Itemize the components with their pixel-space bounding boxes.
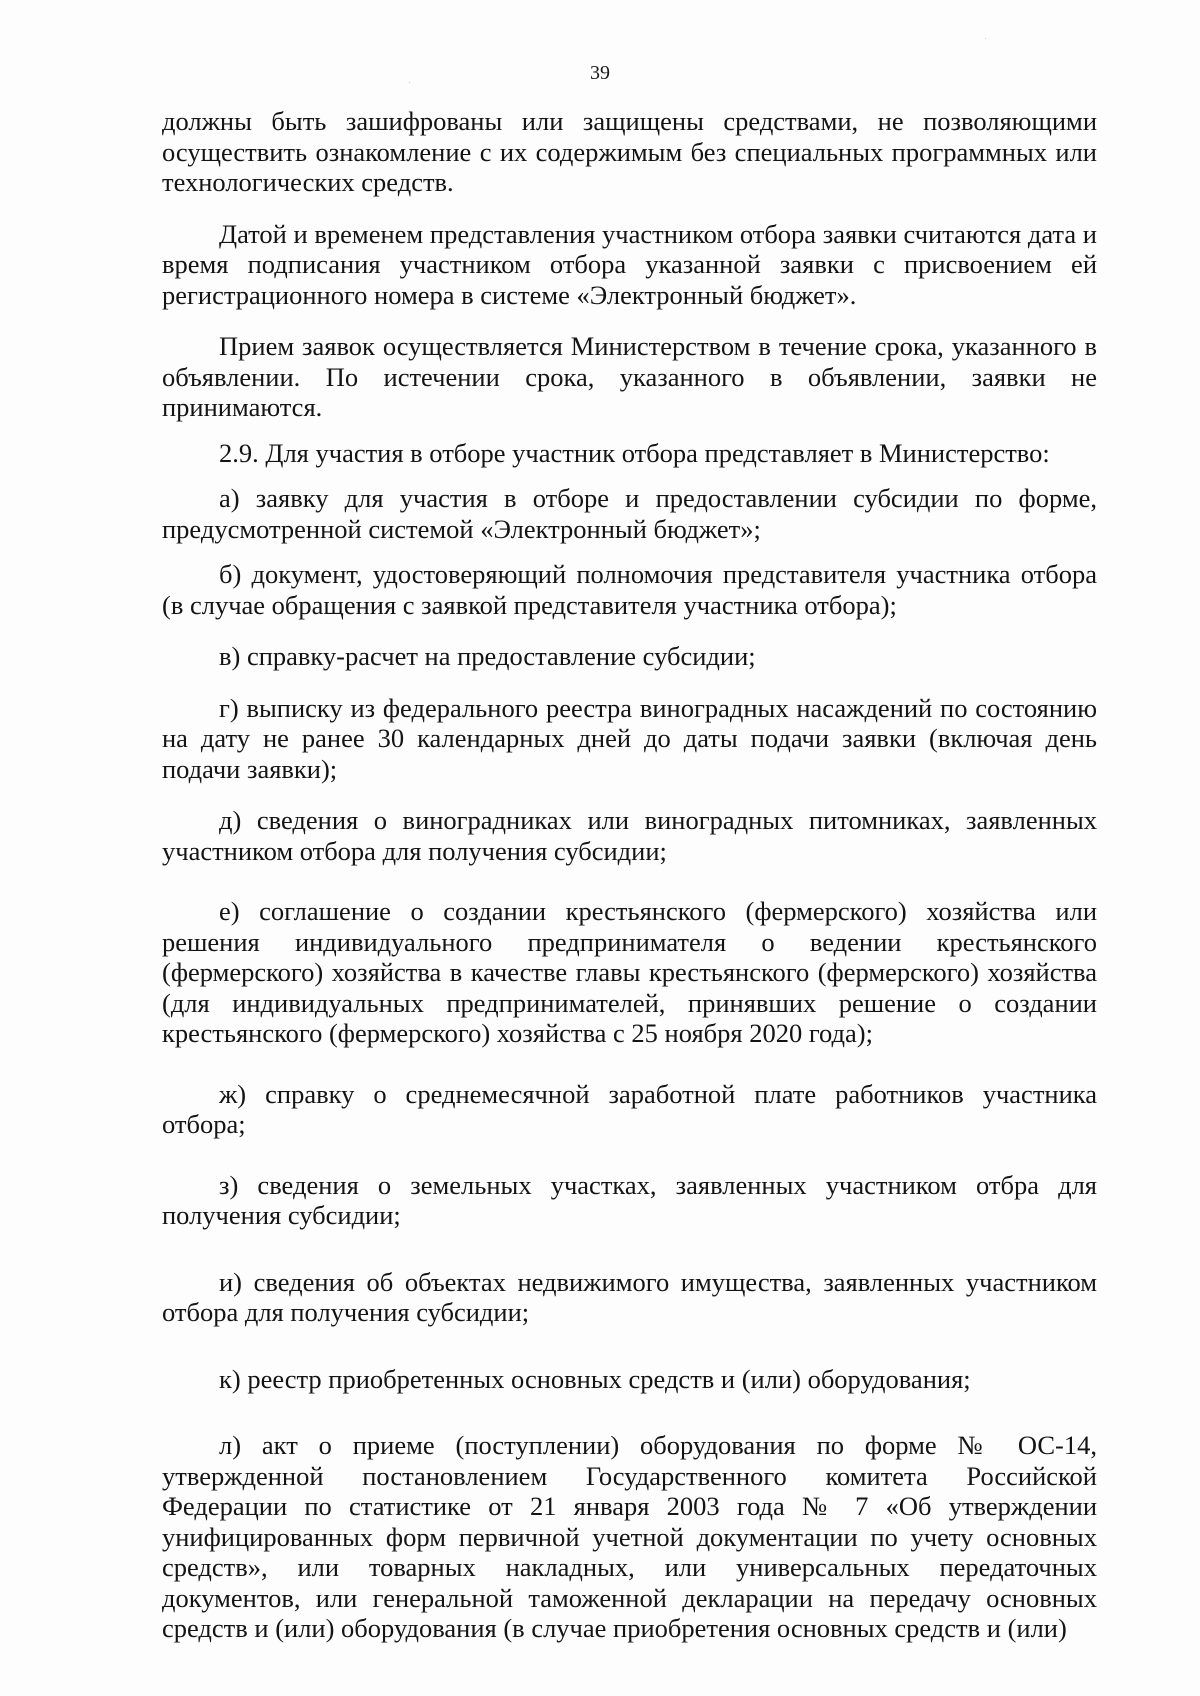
document-body (162, 106, 1097, 1644)
list-item-e: е) соглашение о создании крестьянского (фермерского) хозяйства или решения индивидуального предпринимателя о ведении крестьянского (фермерского) хозяйства в качестве главы крестьянского (фермерского) хозяйства (для индивидуальных предпринимателей, принявших решение о создании крестьянского (фермерского) хозяйства с 25 ноября 2020 года); (162, 896, 1097, 1048)
list-item-b: б) документ, удостоверяющий полномочия представителя участника отбора (в случае обращения с заявкой представителя участника отбора); (162, 559, 1097, 620)
list-item-v: в) справку-расчет на предоставление субсидии; (219, 641, 756, 671)
list-item-i: и) сведения об объектах недвижимого имущества, заявленных участником отбора для получения субсидии; (162, 1266, 1097, 1327)
scan-speck (409, 82, 410, 83)
paragraph-acceptance-period: Прием заявок осуществляется Министерством в течение срока, указанного в объявлении. По истечении срока, указанного в объявлении, заявки не принимаются. (162, 331, 1097, 422)
list-item-k: к) реестр приобретенных основных средств и (или) оборудования; (219, 1363, 971, 1394)
list-item-z: з) сведения о земельных участках, заявленных участником отбра для получения субсидии; (162, 1169, 1097, 1230)
paragraph-2-9-heading: 2.9. Для участия в отборе участник отбора представляет в Министерство: (219, 437, 1050, 468)
list-item-zh: ж) справку о среднемесячной заработной плате работников участника отбора; (162, 1078, 1097, 1139)
list-item-l: л) акт о приеме (поступлении) оборудования по форме № ОС-14, утвержденной постановлением Государственного комитета Российской Федерации по статистике от 21 января 2003 года № 7 «Об утверждении унифицированных форм первичной учетной документации по учету основных средств», или товарных накладных, или универсальных передаточных документов, или генеральной таможенной декларации на передачу основных средств и (или) оборудования (в случае приобретения основных средств и (или) (162, 1430, 1097, 1643)
scan-speck (985, 38, 986, 39)
page-number: 39 (590, 62, 610, 84)
list-item-g: г) выписку из федерального реестра виноградных насаждений по состоянию на дату не ранее 30 календарных дней до даты подачи заявки (включая день подачи заявки); (162, 692, 1097, 784)
paragraph-encryption-continuation: должны быть зашифрованы или защищены средствами, не позволяющими осуществить ознакомление с их содержимым без специальных программных или технологических средств. (162, 106, 1097, 197)
list-item-a: а) заявку для участия в отборе и предоставлении субсидии по форме, предусмотренной системой «Электронный бюджет»; (162, 483, 1097, 544)
paragraph-submission-date: Датой и временем представления участником отбора заявки считаются дата и время подписания участником отбора указанной заявки с присвоением ей регистрационного номера в системе «Электронный бюджет». (162, 218, 1097, 310)
list-item-d: д) сведения о виноградниках или виноградных питомниках, заявленных участником отбора для получения субсидии; (162, 805, 1097, 866)
